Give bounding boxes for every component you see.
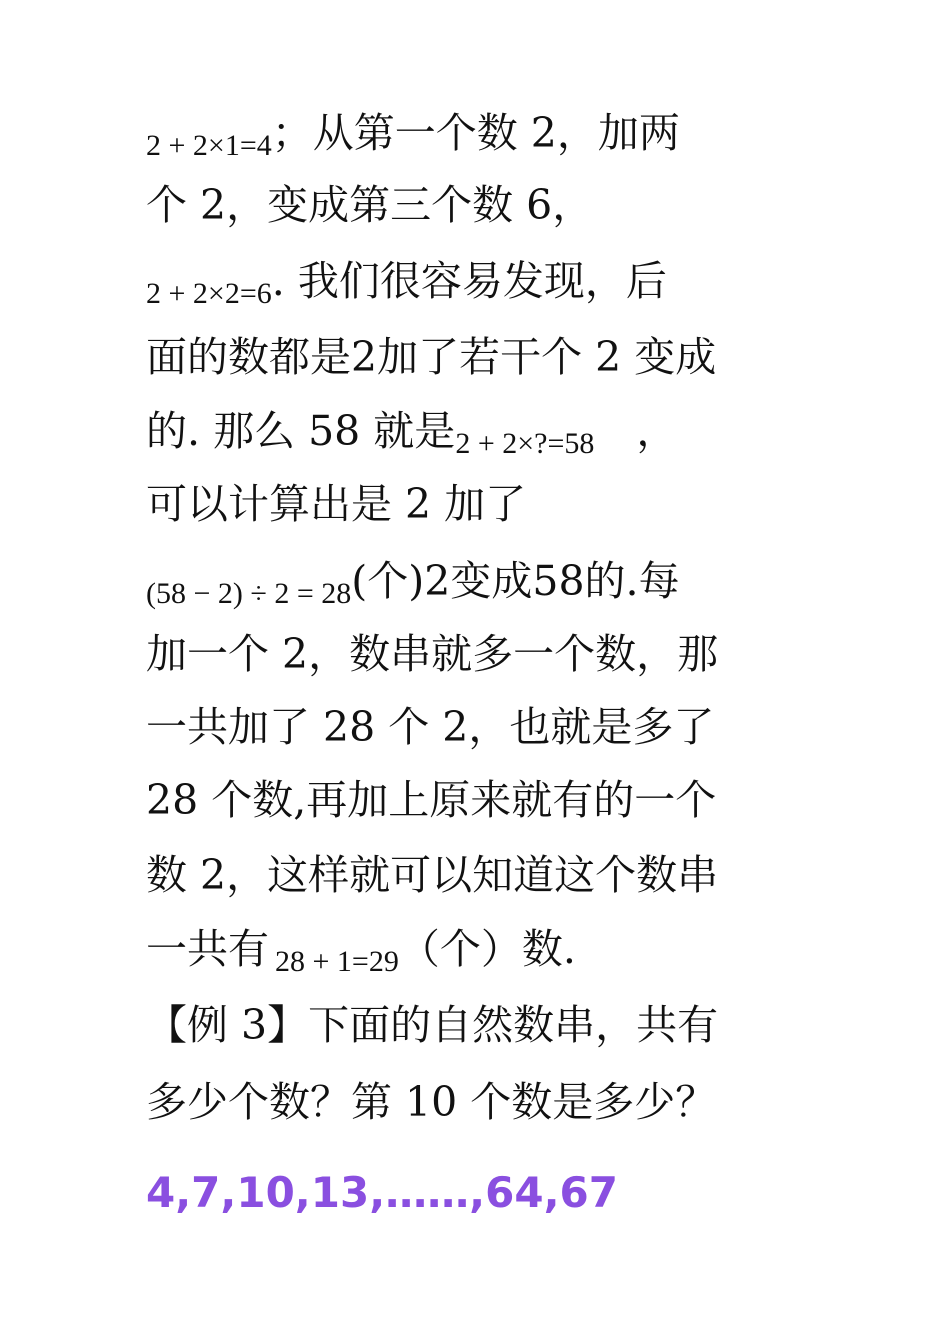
line-text: 个 2，变成第三个数 6，	[146, 181, 594, 229]
number-sequence: 4,7,10,13,……,64,67	[146, 1168, 618, 1217]
line-text: （个）数.	[398, 925, 576, 973]
text-line-14	[146, 1078, 717, 1126]
math-expression: 2 + 2×2=6	[146, 277, 272, 310]
text-line-7	[146, 557, 680, 610]
example-heading: 【例 3】下面的自然数串，共有	[146, 1001, 719, 1049]
line-text: ，	[636, 407, 678, 455]
math-expression: 2 + 2×1=4	[146, 129, 272, 162]
line-text: 的. 那么 58 就是	[146, 407, 456, 455]
text-line-6	[146, 480, 527, 528]
line-text: 面的数都是2加了若干个 2 变成	[146, 333, 717, 381]
text-line-9	[146, 703, 715, 751]
text-line-13	[146, 1001, 719, 1049]
math-expression: 2 + 2×?=58	[455, 427, 595, 460]
line-text: 数 2，这样就可以知道这个数串	[146, 851, 719, 899]
text-line-8	[146, 630, 719, 678]
line-text: 可以计算出是 2 加了	[146, 480, 527, 528]
text-line-5	[146, 407, 678, 460]
line-text: 28 个数,再加上原来就有的一个	[146, 776, 717, 824]
text-line-2	[146, 181, 594, 229]
math-expression: (58 − 2) ÷ 2 = 28	[146, 577, 352, 610]
line-text: ；从第一个数 2，加两	[271, 109, 680, 157]
math-expression: 28 + 1=29	[275, 945, 399, 978]
line-text: (个)2变成58的.每	[351, 557, 680, 605]
line-text: 多少个数？第 10 个数是多少？	[146, 1078, 717, 1126]
line-text: 加一个 2，数串就多一个数，那	[146, 630, 719, 678]
line-text: 一共加了 28 个 2，也就是多了	[146, 703, 715, 751]
text-line-12	[146, 925, 576, 978]
text-line-1	[146, 109, 680, 162]
line-text: 一共有	[146, 925, 269, 973]
text-line-4	[146, 333, 717, 381]
text-line-3	[146, 257, 667, 310]
text-line-11	[146, 851, 719, 899]
text-line-10	[146, 776, 717, 824]
line-text: . 我们很容易发现，后	[271, 257, 667, 305]
